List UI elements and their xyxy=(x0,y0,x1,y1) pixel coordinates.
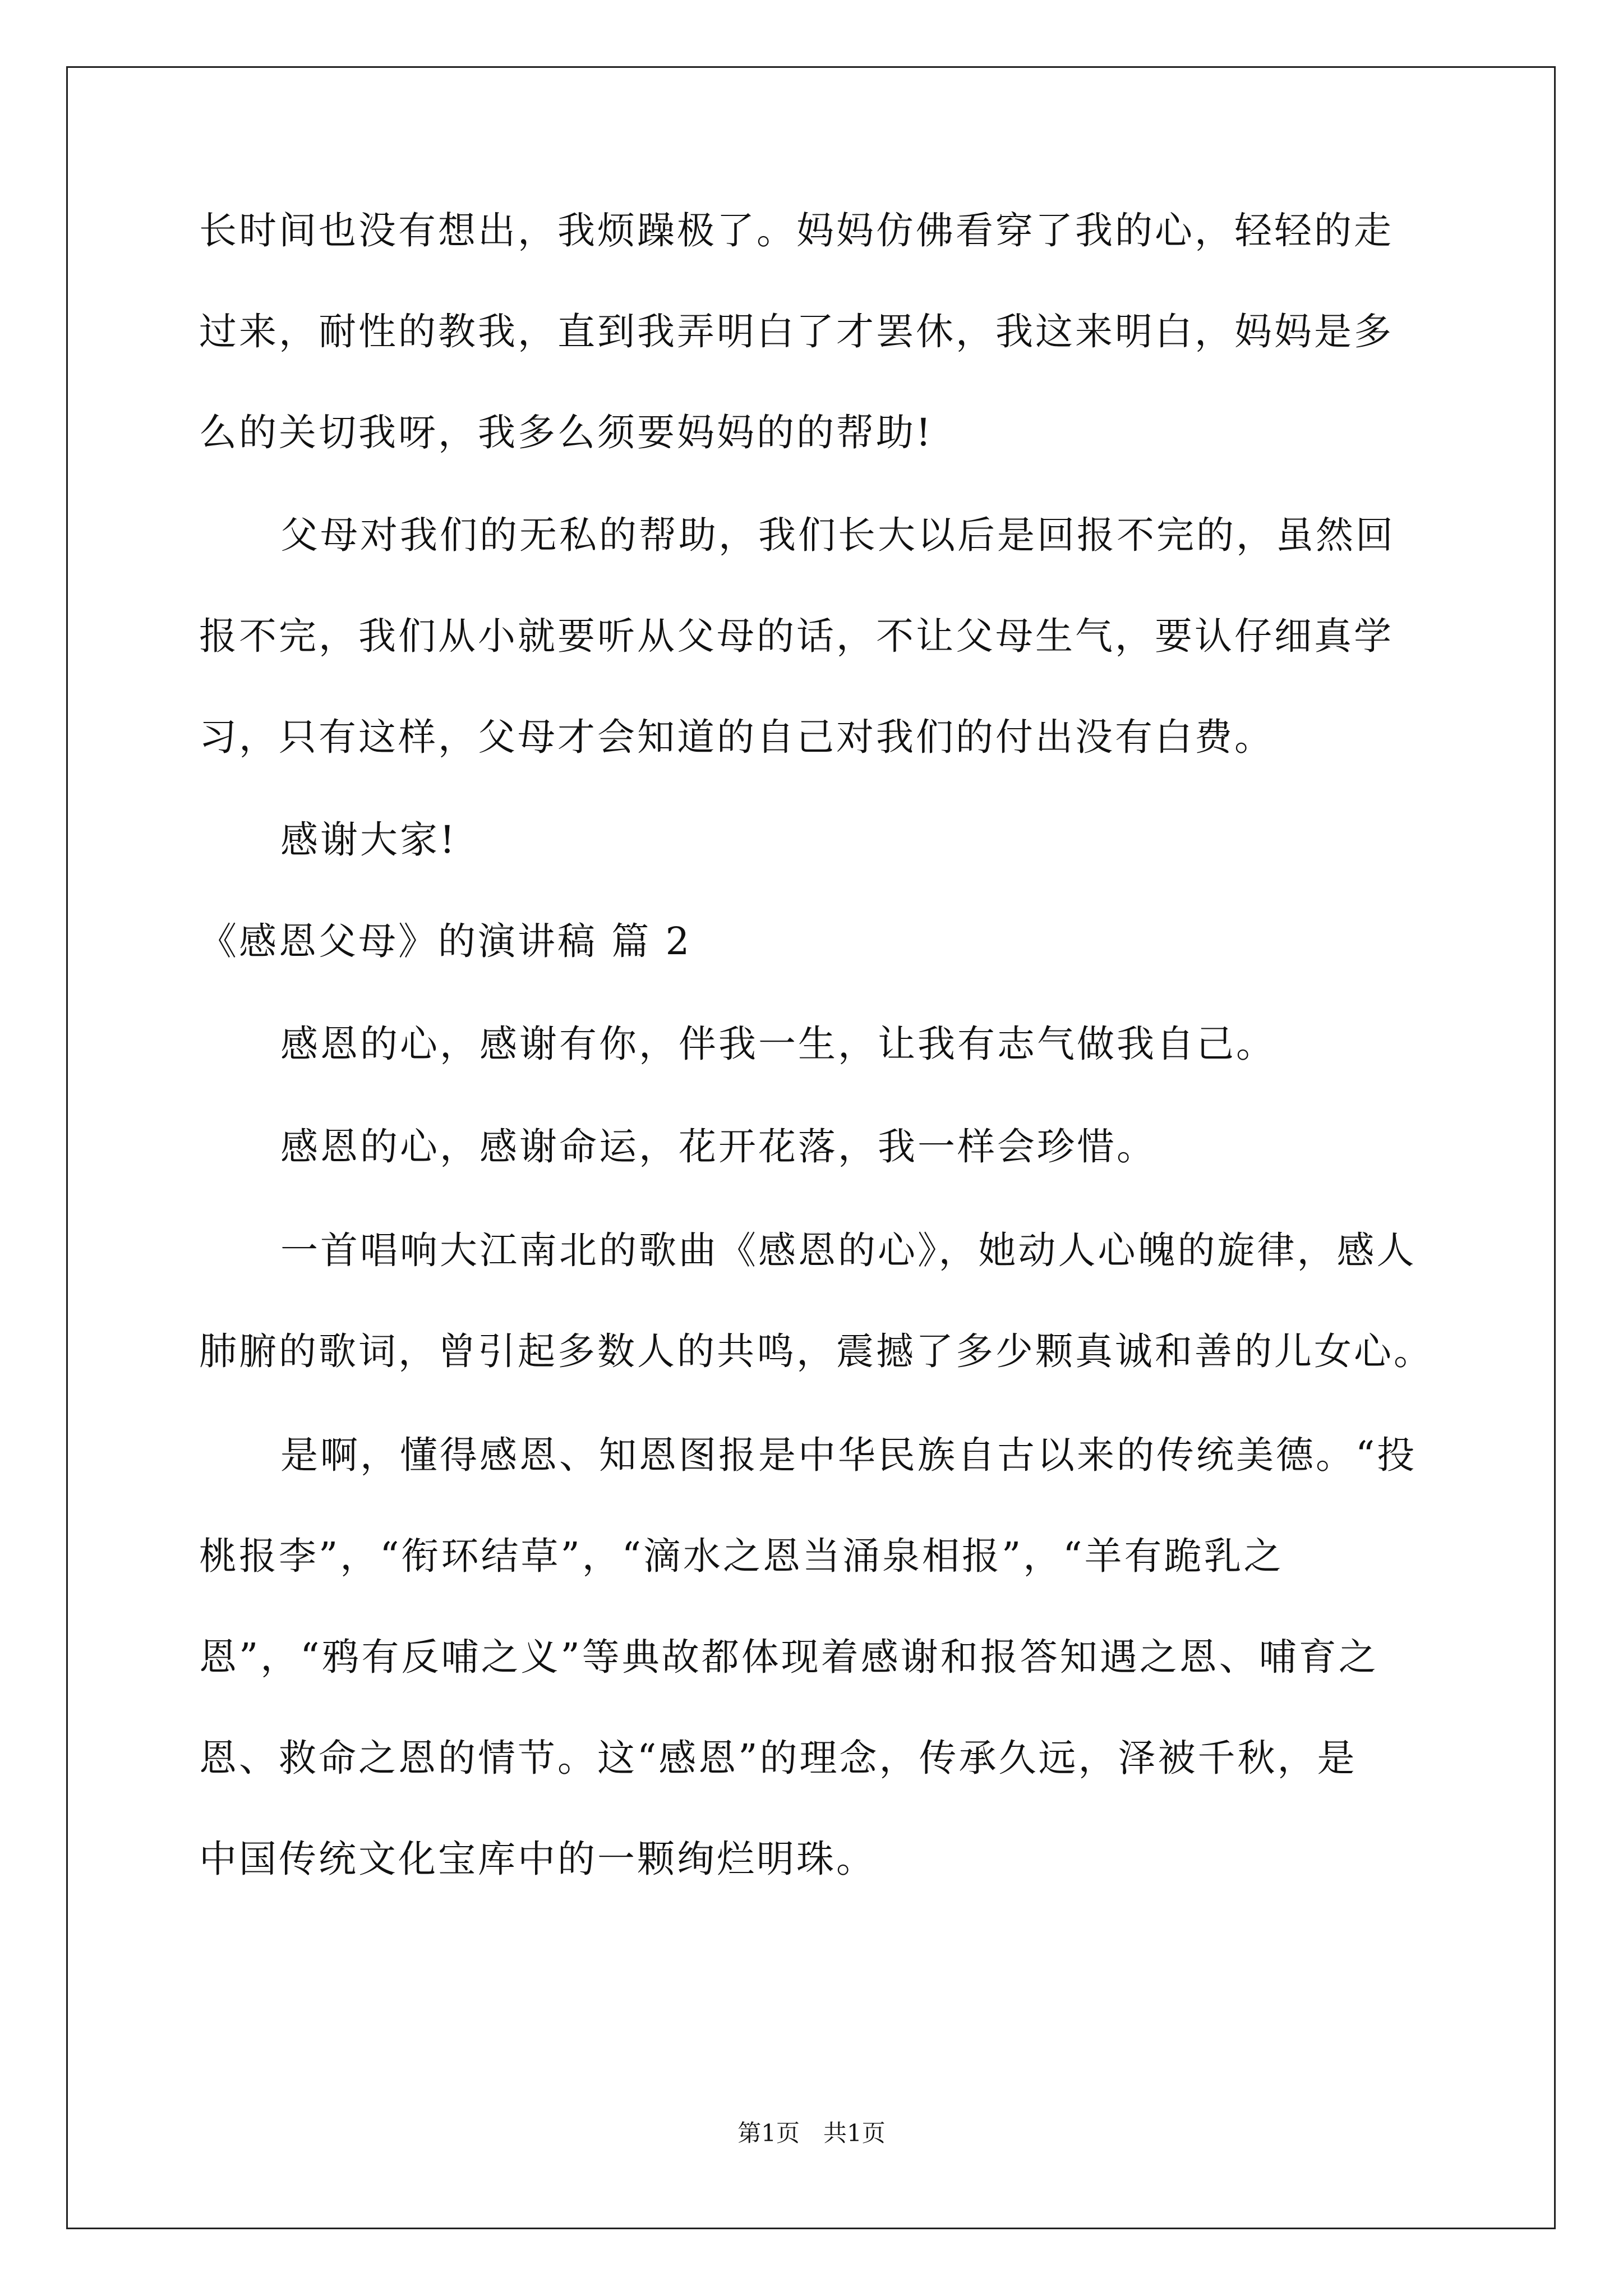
page-total: 共1页 xyxy=(823,2119,886,2147)
paragraph-line: 感恩的心，感谢命运，花开花落，我一样会珍惜。 xyxy=(280,1125,1156,1168)
text-line: 桃报李”，“衔环结草”，“滴水之恩当涌泉相报”，“羊有跪乳之 xyxy=(199,1534,1284,1578)
paragraph-line: 一首唱响大江南北的歌曲《感恩的心》，她动人心魄的旋律，感人 xyxy=(280,1228,1417,1272)
text-line: 过来，耐性的教我，直到我弄明白了才罢休，我这来明白，妈妈是多 xyxy=(199,310,1394,353)
paragraph-line: 是啊，懂得感恩、知恩图报是中华民族自古以来的传统美德。“投 xyxy=(280,1433,1417,1477)
text-line: 报不完，我们从小就要听从父母的话，不让父母生气，要认仔细真学 xyxy=(199,614,1394,658)
page-number: 第1页 xyxy=(737,2119,800,2147)
text-line: 恩”，“鸦有反哺之义”等典故都体现着感谢和报答知遇之恩、哺育之 xyxy=(199,1635,1378,1679)
text-line: 么的关切我呀，我多么须要妈妈的的帮助! xyxy=(199,411,933,454)
text-line: 长时间也没有想出，我烦躁极了。妈妈仿佛看穿了我的心，轻轻的走 xyxy=(199,209,1394,252)
text-line: 中国传统文化宝库中的一颗绚烂明珠。 xyxy=(199,1837,876,1881)
paragraph-line: 感恩的心，感谢有你，伴我一生，让我有志气做我自己。 xyxy=(280,1022,1276,1066)
page-footer xyxy=(0,2119,1623,2147)
text-line: 恩、救命之恩的情节。这“感恩”的理念，传承久远，泽被千秋，是 xyxy=(199,1736,1357,1780)
text-line: 习，只有这样，父母才会知道的自己对我们的付出没有白费。 xyxy=(199,715,1274,759)
section-heading: 《感恩父母》的演讲稿 篇 2 xyxy=(199,919,692,963)
document-body xyxy=(199,209,1433,1881)
closing-line: 感谢大家! xyxy=(280,818,457,862)
paragraph-line: 父母对我们的无私的帮助，我们长大以后是回报不完的，虽然回 xyxy=(280,513,1395,557)
text-line: 肺腑的歌词，曾引起多数人的共鸣，震撼了多少颗真诚和善的儿女心。 xyxy=(199,1329,1433,1373)
